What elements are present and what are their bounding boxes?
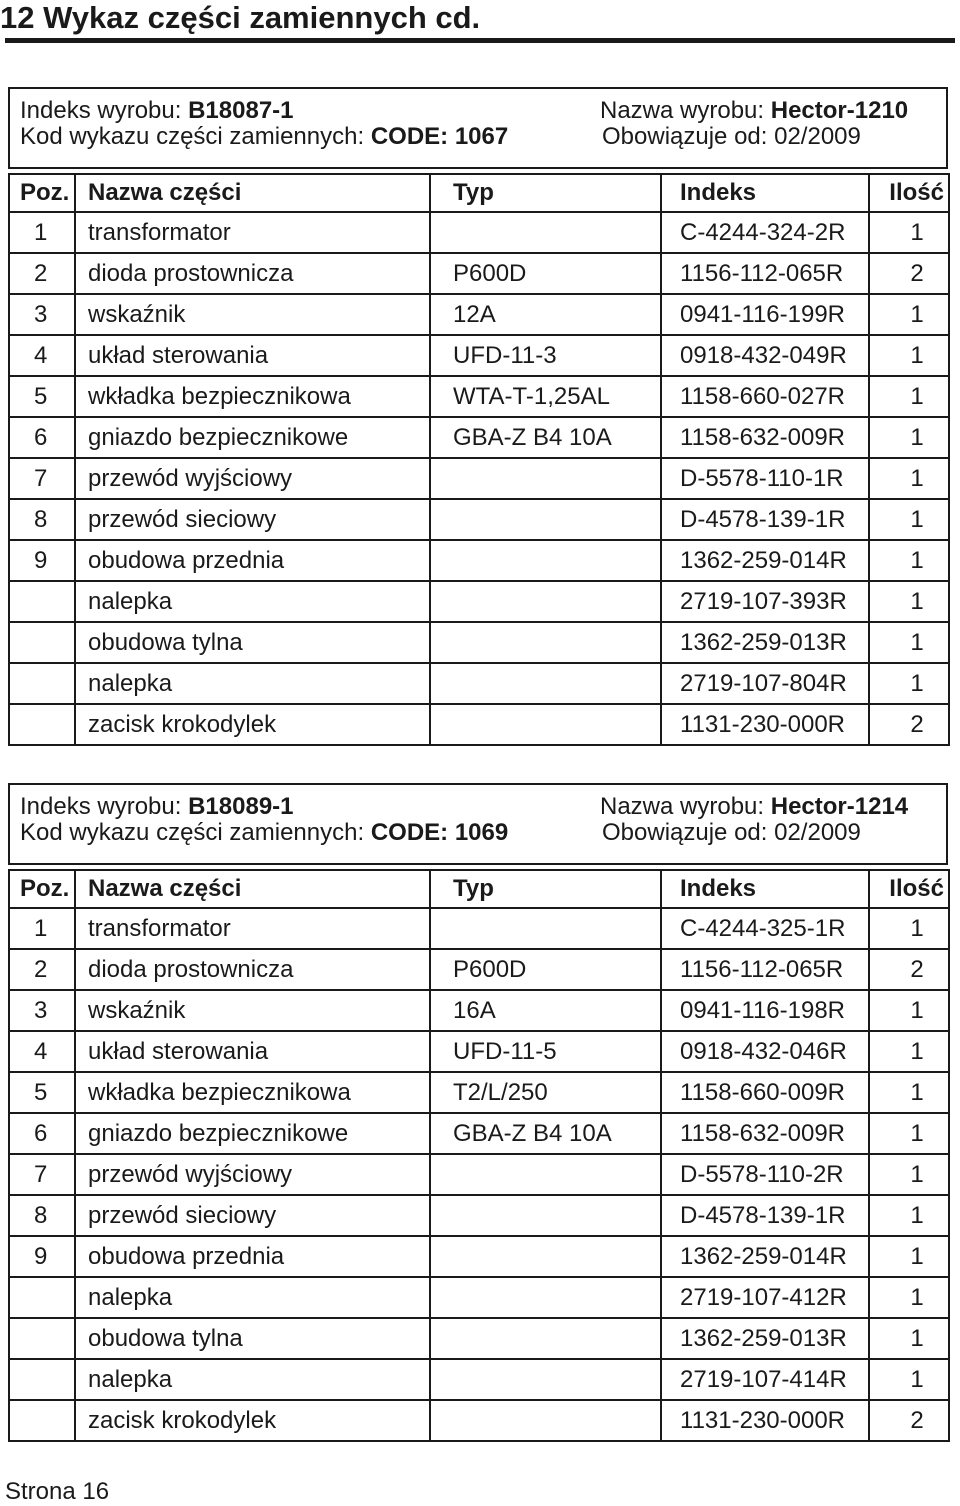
cell-position: 3 [9,990,75,1031]
cell-position [9,1400,75,1441]
cell-part-name: dioda prostownicza [75,253,430,294]
product-name [600,97,908,125]
cell-position [9,581,75,622]
cell-position: 2 [9,253,75,294]
cell-type [430,704,661,745]
cell-part-name: obudowa przednia [75,1236,430,1277]
cell-type [430,1154,661,1195]
table-row [9,458,949,499]
cell-quantity: 1 [869,908,949,949]
cell-index: 1362-259-013R [661,622,869,663]
valid-from [602,123,861,151]
cell-index: C-4244-324-2R [661,212,869,253]
cell-type: GBA-Z B4 10A [430,1113,661,1154]
parts-list-section-hector-1210 [8,87,948,746]
cell-type: P600D [430,949,661,990]
parts-list-section-hector-1214 [8,783,948,1442]
cell-position: 2 [9,949,75,990]
cell-quantity: 1 [869,335,949,376]
cell-index: 2719-107-804R [661,663,869,704]
table-row [9,253,949,294]
table-row [9,1277,949,1318]
cell-index: 1131-230-000R [661,1400,869,1441]
cell-position [9,704,75,745]
valid-from-value: 02/2009 [774,819,861,846]
cell-quantity: 1 [869,581,949,622]
cell-quantity: 1 [869,212,949,253]
cell-index: 1362-259-013R [661,1318,869,1359]
column-header-quantity: Ilość [869,174,949,212]
cell-type [430,1277,661,1318]
cell-type [430,581,661,622]
product-info-header [8,87,948,169]
parts-list-code-label: Kod wykazu części zamiennych: [20,819,365,846]
cell-part-name: nalepka [75,581,430,622]
cell-position: 4 [9,335,75,376]
cell-quantity: 2 [869,253,949,294]
cell-position [9,1359,75,1400]
product-name-label: Nazwa wyrobu: [600,97,765,124]
column-header-type: Typ [430,870,661,908]
cell-type: 16A [430,990,661,1031]
cell-quantity: 1 [869,1277,949,1318]
cell-position: 8 [9,499,75,540]
cell-index: D-5578-110-1R [661,458,869,499]
cell-part-name: nalepka [75,663,430,704]
product-index-label: Indeks wyrobu: [20,793,182,820]
cell-part-name: wskaźnik [75,990,430,1031]
cell-part-name: transformator [75,908,430,949]
cell-type: UFD-11-3 [430,335,661,376]
product-name-value: Hector-1214 [770,793,909,820]
cell-type [430,908,661,949]
cell-type [430,540,661,581]
cell-quantity: 2 [869,704,949,745]
parts-table [8,869,950,1442]
column-header-position: Poz. [9,870,75,908]
table-row [9,1072,949,1113]
product-index-value: B18087-1 [188,97,294,124]
table-row [9,376,949,417]
product-index [20,793,294,821]
cell-quantity: 1 [869,1072,949,1113]
cell-position: 7 [9,1154,75,1195]
parts-list-code-value: CODE: 1069 [370,819,509,846]
valid-from-value: 02/2009 [774,123,861,150]
cell-quantity: 1 [869,990,949,1031]
cell-index: D-5578-110-2R [661,1154,869,1195]
table-row [9,1113,949,1154]
parts-table [8,173,950,746]
cell-quantity: 1 [869,376,949,417]
table-row [9,335,949,376]
cell-part-name: obudowa przednia [75,540,430,581]
cell-quantity: 1 [869,417,949,458]
table-row [9,908,949,949]
table-row [9,1236,949,1277]
cell-part-name: gniazdo bezpiecznikowe [75,417,430,458]
cell-quantity: 1 [869,1318,949,1359]
cell-index: 0918-432-049R [661,335,869,376]
cell-type: 12A [430,294,661,335]
table-row [9,1359,949,1400]
cell-part-name: przewód sieciowy [75,499,430,540]
table-row [9,1031,949,1072]
cell-part-name: układ sterowania [75,335,430,376]
cell-index: D-4578-139-1R [661,499,869,540]
cell-position [9,1277,75,1318]
cell-quantity: 1 [869,1113,949,1154]
cell-index: 2719-107-412R [661,1277,869,1318]
parts-list-code-label: Kod wykazu części zamiennych: [20,123,365,150]
cell-index: 1158-632-009R [661,417,869,458]
cell-position: 5 [9,1072,75,1113]
table-header-row [9,870,949,908]
cell-index: C-4244-325-1R [661,908,869,949]
cell-position [9,1318,75,1359]
product-name-label: Nazwa wyrobu: [600,793,765,820]
cell-index: D-4578-139-1R [661,1195,869,1236]
cell-position: 7 [9,458,75,499]
cell-part-name: nalepka [75,1359,430,1400]
cell-quantity: 1 [869,1154,949,1195]
table-row [9,294,949,335]
cell-part-name: przewód wyjściowy [75,458,430,499]
cell-index: 1156-112-065R [661,949,869,990]
cell-part-name: przewód wyjściowy [75,1154,430,1195]
cell-part-name: wkładka bezpiecznikowa [75,1072,430,1113]
cell-index: 0941-116-198R [661,990,869,1031]
cell-part-name: nalepka [75,1277,430,1318]
cell-type: T2/L/250 [430,1072,661,1113]
cell-quantity: 2 [869,949,949,990]
cell-type [430,1318,661,1359]
table-header-row [9,174,949,212]
product-index-label: Indeks wyrobu: [20,97,182,124]
cell-position: 1 [9,908,75,949]
cell-position: 9 [9,540,75,581]
cell-position: 6 [9,417,75,458]
cell-position: 6 [9,1113,75,1154]
cell-position [9,622,75,663]
cell-quantity: 1 [869,294,949,335]
cell-position: 3 [9,294,75,335]
table-row [9,1195,949,1236]
cell-part-name: zacisk krokodylek [75,1400,430,1441]
cell-type [430,499,661,540]
column-header-part-name: Nazwa części [75,870,430,908]
cell-index: 1362-259-014R [661,1236,869,1277]
column-header-index: Indeks [661,870,869,908]
product-info-header [8,783,948,865]
cell-type [430,1400,661,1441]
cell-part-name: wskaźnik [75,294,430,335]
parts-list-code-value: CODE: 1067 [370,123,509,150]
table-row [9,949,949,990]
valid-from-label: Obowiązuje od: [602,123,768,150]
cell-quantity: 1 [869,1359,949,1400]
table-row [9,1154,949,1195]
cell-position [9,663,75,704]
table-row [9,499,949,540]
cell-quantity: 1 [869,1031,949,1072]
cell-part-name: gniazdo bezpiecznikowe [75,1113,430,1154]
table-row [9,990,949,1031]
cell-quantity: 1 [869,1236,949,1277]
table-row [9,704,949,745]
table-row [9,417,949,458]
parts-list-code [20,819,508,847]
cell-quantity: 1 [869,1195,949,1236]
table-row [9,540,949,581]
product-name [600,793,908,821]
cell-type [430,1195,661,1236]
cell-quantity: 1 [869,458,949,499]
column-header-type: Typ [430,174,661,212]
cell-type [430,1236,661,1277]
parts-list-code [20,123,508,151]
cell-index: 0918-432-046R [661,1031,869,1072]
cell-part-name: obudowa tylna [75,622,430,663]
product-name-value: Hector-1210 [770,97,909,124]
column-header-quantity: Ilość [869,870,949,908]
cell-index: 2719-107-414R [661,1359,869,1400]
title-divider [5,38,955,43]
cell-index: 1131-230-000R [661,704,869,745]
valid-from-label: Obowiązuje od: [602,819,768,846]
cell-position: 8 [9,1195,75,1236]
column-header-index: Indeks [661,174,869,212]
cell-type: GBA-Z B4 10A [430,417,661,458]
cell-position: 4 [9,1031,75,1072]
table-row [9,1318,949,1359]
cell-type [430,622,661,663]
cell-index: 1158-660-009R [661,1072,869,1113]
cell-type: P600D [430,253,661,294]
table-row [9,663,949,704]
cell-type [430,663,661,704]
cell-part-name: zacisk krokodylek [75,704,430,745]
table-row [9,212,949,253]
cell-quantity: 2 [869,1400,949,1441]
cell-part-name: przewód sieciowy [75,1195,430,1236]
valid-from [602,819,861,847]
cell-part-name: obudowa tylna [75,1318,430,1359]
cell-index: 1362-259-014R [661,540,869,581]
cell-part-name: układ sterowania [75,1031,430,1072]
cell-type [430,212,661,253]
cell-type [430,458,661,499]
cell-index: 1158-632-009R [661,1113,869,1154]
cell-part-name: transformator [75,212,430,253]
cell-position: 5 [9,376,75,417]
page-title: 12 Wykaz części zamiennych cd. [0,0,481,35]
table-row [9,622,949,663]
cell-position: 9 [9,1236,75,1277]
cell-type [430,1359,661,1400]
cell-part-name: wkładka bezpiecznikowa [75,376,430,417]
cell-quantity: 1 [869,499,949,540]
product-index [20,97,294,125]
table-row [9,581,949,622]
cell-quantity: 1 [869,663,949,704]
page-number: Strona 16 [5,1478,110,1505]
product-index-value: B18089-1 [188,793,294,820]
cell-index: 1156-112-065R [661,253,869,294]
cell-part-name: dioda prostownicza [75,949,430,990]
cell-index: 0941-116-199R [661,294,869,335]
cell-type: WTA-T-1,25AL [430,376,661,417]
cell-quantity: 1 [869,540,949,581]
cell-index: 2719-107-393R [661,581,869,622]
cell-quantity: 1 [869,622,949,663]
cell-index: 1158-660-027R [661,376,869,417]
column-header-part-name: Nazwa części [75,174,430,212]
table-row [9,1400,949,1441]
cell-position: 1 [9,212,75,253]
column-header-position: Poz. [9,174,75,212]
cell-type: UFD-11-5 [430,1031,661,1072]
